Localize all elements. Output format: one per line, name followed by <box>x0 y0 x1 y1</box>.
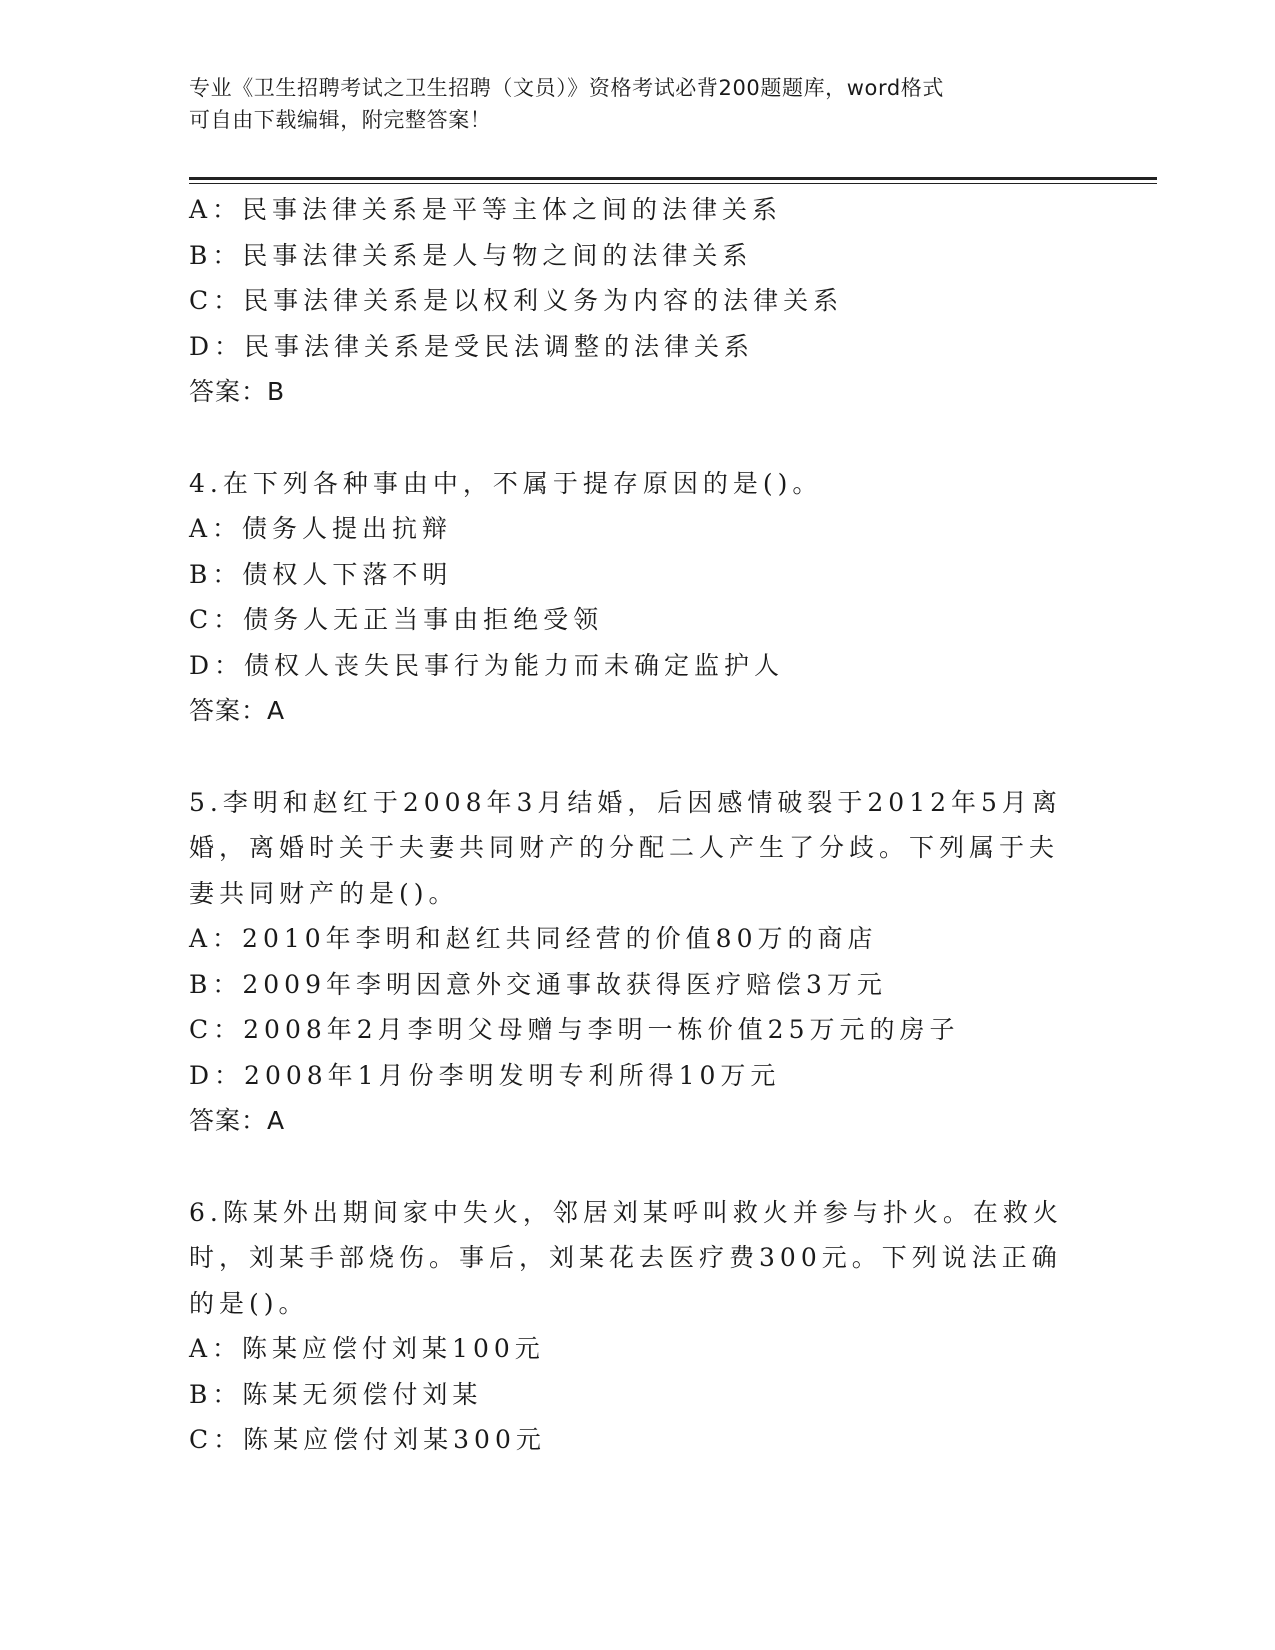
option-d: D：债权人丧失民事行为能力而未确定监护人 <box>189 650 785 680</box>
question-3 <box>189 187 1069 415</box>
option-a: A：2010年李明和赵红共同经营的价值80万的商店 <box>189 924 878 953</box>
question-stem: 6.陈某外出期间家中失火，邻居刘某呼叫救火并参与扑火。在救火时，刘某手部烧伤。事后，刘某花去医疗费300元。下列说法正确的是()。 <box>189 1197 1063 1318</box>
question-list <box>189 187 1069 1463</box>
option-a: A：民事法律关系是平等主体之间的法律关系 <box>189 195 783 224</box>
option-c: C：陈某应偿付刘某300元 <box>189 1425 546 1454</box>
answer: 答案：B <box>189 377 286 406</box>
header-rule-thick <box>189 177 1157 180</box>
spacer <box>189 1144 1069 1190</box>
question-6 <box>189 1190 1069 1463</box>
spacer <box>189 734 1069 780</box>
option-b: B：债权人下落不明 <box>189 559 453 589</box>
question-stem: 4.在下列各种事由中，不属于提存原因的是()。 <box>189 468 823 498</box>
question-5 <box>189 780 1069 1144</box>
option-b: B：陈某无须偿付刘某 <box>189 1379 483 1409</box>
option-d: D：民事法律关系是受民法调整的法律关系 <box>189 331 755 361</box>
answer: 答案：A <box>189 1106 286 1135</box>
header-title-line-2: 可自由下载编辑，附完整答案！ <box>189 108 492 132</box>
header-rule-thin <box>189 183 1157 184</box>
option-c: C：民事法律关系是以权利义务为内容的法律关系 <box>189 286 844 315</box>
option-a: A：债务人提出抗辩 <box>189 514 453 543</box>
option-b: B：民事法律关系是人与物之间的法律关系 <box>189 240 753 270</box>
option-a: A：陈某应偿付刘某100元 <box>189 1334 545 1363</box>
document-header <box>189 72 1069 136</box>
question-4 <box>189 461 1069 734</box>
option-b: B：2009年李明因意外交通事故获得医疗赔偿3万元 <box>189 969 887 999</box>
header-title-line-1: 专业《卫生招聘考试之卫生招聘（文员）》资格考试必背200题题库，word格式 <box>189 76 944 100</box>
question-stem: 5.李明和赵红于2008年3月结婚，后因感情破裂于2012年5月离婚，离婚时关于夫妻共同财产的分配二人产生了分歧。下列属于夫妻共同财产的是()。 <box>189 787 1062 908</box>
option-d: D：2008年1月份李明发明专利所得10万元 <box>189 1060 781 1090</box>
option-c: C：债务人无正当事由拒绝受领 <box>189 605 604 634</box>
option-c: C：2008年2月李明父母赠与李明一栋价值25万元的房子 <box>189 1015 960 1044</box>
spacer <box>189 415 1069 461</box>
answer: 答案：A <box>189 696 286 725</box>
